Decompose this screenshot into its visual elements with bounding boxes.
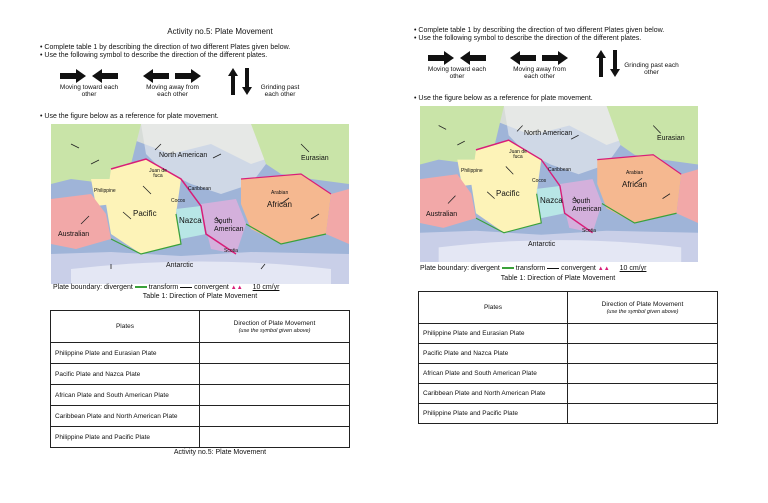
right-plates-table	[418, 291, 718, 424]
left-away-arrows-icon	[143, 68, 201, 84]
left-map-label-juan-de-fuca: Juan de fuca	[149, 168, 167, 179]
left-map-label-african: African	[267, 200, 292, 209]
right-legend-divergent: divergent	[471, 265, 500, 272]
left-answer-cell-5[interactable]	[200, 427, 350, 448]
right-map-label-eurasian: Eurasian	[657, 135, 685, 142]
right-away-label: Moving away from each other	[513, 66, 566, 80]
left-away-label: Moving away from each other	[146, 84, 199, 98]
table-row: Philippine Plate and Eurasian Plate	[51, 343, 200, 364]
left-legend-divergent: divergent	[104, 284, 133, 291]
left-instructions	[40, 44, 370, 60]
left-plate-map	[51, 124, 349, 284]
left-map-label-antarctic: Antarctic	[166, 262, 194, 269]
left-map-label-north-american: North American	[159, 152, 208, 159]
left-col-direction-note: (use the symbol given above)	[238, 327, 311, 334]
right-answer-cell-3[interactable]	[568, 364, 718, 384]
right-map-label-australian: Australian	[426, 211, 458, 218]
right-grinding-arrows-icon	[596, 50, 620, 77]
table-row: Pacific Plate and Nazca Plate	[51, 364, 200, 385]
right-answer-cell-4[interactable]	[568, 384, 718, 404]
right-toward-label: Moving toward each other	[427, 66, 487, 80]
table-row: Caribbean Plate and North American Plate	[51, 406, 200, 427]
table-row: Caribbean Plate and North American Plate	[419, 384, 568, 404]
left-map-label-arabian: Arabian	[271, 190, 289, 196]
left-map-label-eurasian: Eurasian	[301, 155, 329, 162]
left-map-label-australian: Australian	[58, 231, 90, 238]
right-map-label-caribbean: Caribbean	[548, 167, 572, 173]
right-map-label-south-american: South American	[572, 198, 602, 213]
left-map-label-scotia: Scotia	[224, 248, 238, 254]
right-table-caption: Table 1: Direction of Plate Movement	[500, 275, 616, 282]
left-figure-note	[40, 113, 340, 121]
left-legend-convergent-icon: ▲▲	[230, 285, 243, 291]
table-row: Philippine Plate and Pacific Plate	[419, 404, 568, 424]
left-page-footer: Activity no.5: Plate Movement	[173, 449, 267, 456]
left-legend-scale: 10 cm/yr	[252, 284, 280, 291]
left-grinding-label: Grinding past each other	[260, 84, 300, 98]
right-figure-note	[414, 95, 714, 103]
left-answer-cell-2[interactable]	[200, 364, 350, 385]
left-map-label-south-american: South American	[214, 218, 244, 233]
right-legend-convergent-icon: ▲▲	[597, 266, 610, 272]
right-answer-cell-2[interactable]	[568, 344, 718, 364]
right-bullet-2: • Use the following symbol to describe the direction of the different plates.	[414, 35, 754, 43]
left-legend-divergent-line	[135, 286, 147, 288]
left-toward-label: Moving toward each other	[59, 84, 119, 98]
table-row: African Plate and South American Plate	[419, 364, 568, 384]
right-grinding-label: Grinding past each other	[624, 62, 679, 76]
right-legend-convergent: convergent	[561, 265, 596, 272]
left-legend-transform-line	[180, 287, 192, 288]
right-toward-arrows-icon	[428, 50, 486, 66]
right-map-label-nazca: Nazca	[540, 196, 563, 205]
left-bullet-1: • Complete table 1 by describing the direction of two different Plates given below.	[40, 44, 370, 52]
right-map-label-antarctic: Antarctic	[528, 241, 556, 248]
left-grinding-arrows-icon	[228, 68, 252, 95]
right-instructions	[414, 27, 754, 43]
right-legend-divergent-line	[502, 267, 514, 269]
right-legend-transform: transform	[515, 265, 546, 272]
right-figure-bullet: • Use the figure below as a reference for plate movement.	[414, 95, 714, 103]
left-toward-arrows-icon	[60, 68, 118, 84]
right-legend-prefix: Plate boundary:	[420, 265, 470, 272]
left-table-caption: Table 1: Direction of Plate Movement	[142, 293, 258, 300]
left-figure-bullet: • Use the figure below as a reference for plate movement.	[40, 113, 340, 121]
left-map-label-nazca: Nazca	[179, 216, 202, 225]
right-map-label-pacific: Pacific	[496, 189, 520, 198]
left-answer-cell-3[interactable]	[200, 385, 350, 406]
right-col-direction-label: Direction of Plate Movement	[601, 300, 684, 308]
left-answer-cell-4[interactable]	[200, 406, 350, 427]
right-legend-scale: 10 cm/yr	[619, 265, 647, 272]
left-col-direction	[200, 311, 350, 343]
left-legend	[53, 284, 279, 291]
left-legend-transform: transform	[148, 284, 179, 291]
left-bullet-2: • Use the following symbol to describe the direction of the different plates.	[40, 52, 370, 60]
left-map-label-pacific: Pacific	[133, 209, 157, 218]
left-col-plates: Plates	[51, 311, 200, 343]
right-plate-map	[420, 106, 698, 262]
right-col-plates: Plates	[419, 292, 568, 324]
left-map-label-caribbean: Caribbean	[188, 186, 212, 192]
right-bullet-1: • Complete table 1 by describing the direction of two different Plates given below.	[414, 27, 754, 35]
left-legend-convergent: convergent	[194, 284, 229, 291]
right-map-label-north-american: North American	[524, 130, 573, 137]
right-col-direction	[568, 292, 718, 324]
right-map-label-juan-de-fuca: Juan de fuca	[509, 149, 527, 160]
right-answer-cell-5[interactable]	[568, 404, 718, 424]
right-answer-cell-1[interactable]	[568, 324, 718, 344]
left-legend-prefix: Plate boundary:	[53, 284, 103, 291]
right-legend-transform-line	[547, 268, 559, 269]
left-plates-table	[50, 310, 350, 448]
table-row: Philippine Plate and Pacific Plate	[51, 427, 200, 448]
left-map-label-philippine: Philippine	[94, 188, 116, 194]
table-row: African Plate and South American Plate	[51, 385, 200, 406]
right-map-label-philippine: Philippine	[461, 168, 483, 174]
right-map-label-scotia: Scotia	[582, 228, 596, 234]
table-row: Pacific Plate and Nazca Plate	[419, 344, 568, 364]
right-col-direction-note: (use the symbol given above)	[606, 308, 679, 315]
left-answer-cell-1[interactable]	[200, 343, 350, 364]
left-col-direction-label: Direction of Plate Movement	[233, 319, 316, 327]
right-map-label-cocos: Cocos	[532, 178, 547, 184]
left-page-title: Activity no.5: Plate Movement	[167, 27, 273, 36]
right-legend	[420, 265, 646, 272]
right-map-label-african: African	[622, 180, 647, 189]
right-map-label-arabian: Arabian	[626, 170, 644, 176]
left-map-label-cocos: Cocos	[171, 198, 186, 204]
table-row: Philippine Plate and Eurasian Plate	[419, 324, 568, 344]
right-away-arrows-icon	[510, 50, 568, 66]
